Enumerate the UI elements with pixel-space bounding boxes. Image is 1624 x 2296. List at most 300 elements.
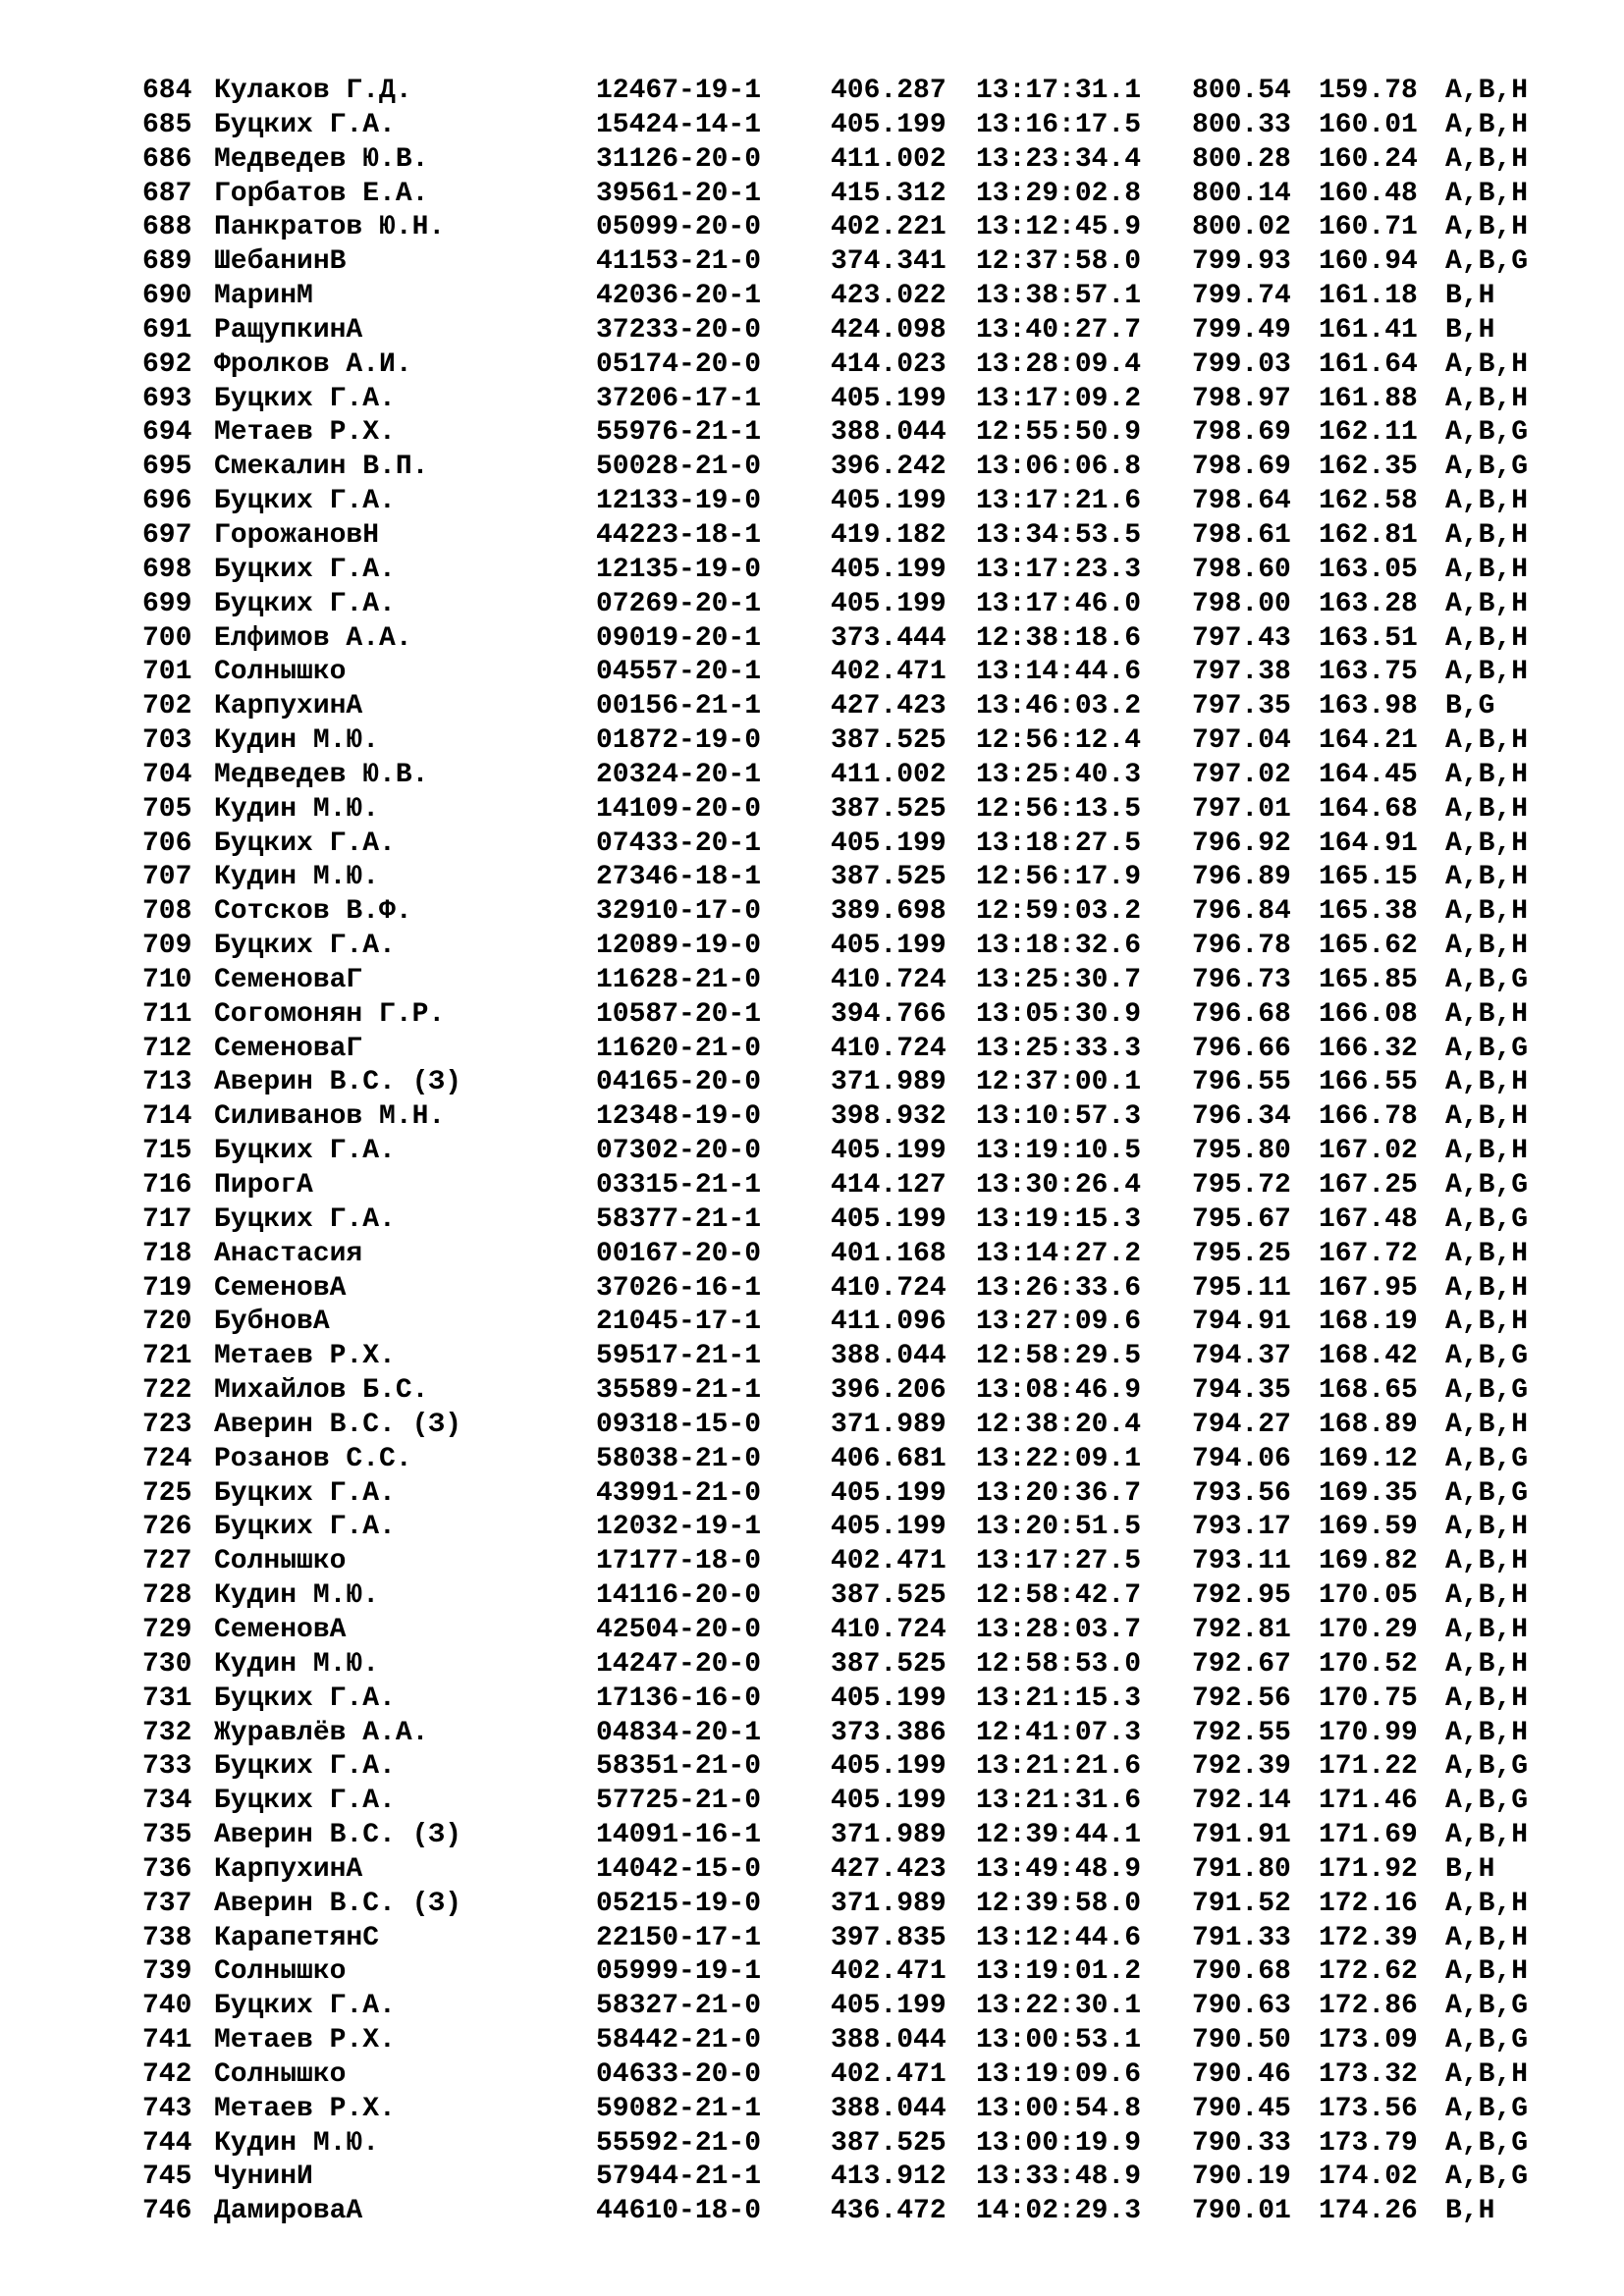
coefficient: 164.91 bbox=[1319, 828, 1418, 859]
arrival-time: 13:49:48.9 bbox=[976, 1853, 1142, 1885]
ring-number: 55976-21-1 bbox=[596, 417, 762, 449]
fancier-name: Аверин В.С. (З) bbox=[214, 1820, 462, 1851]
ring-number: 04834-20-1 bbox=[596, 1717, 762, 1748]
table-row bbox=[142, 1990, 1556, 2024]
table-row bbox=[142, 1272, 1556, 1307]
arrival-time: 13:17:27.5 bbox=[976, 1546, 1142, 1577]
classes: A,B,H bbox=[1445, 828, 1529, 859]
distance: 405.199 bbox=[831, 1203, 947, 1235]
fancier-name: Буцких Г.А. bbox=[214, 828, 396, 859]
coefficient: 160.01 bbox=[1319, 109, 1418, 140]
ring-number: 01872-19-0 bbox=[596, 725, 762, 757]
ring-number: 00167-20-0 bbox=[596, 1238, 762, 1269]
speed: 797.38 bbox=[1192, 657, 1291, 688]
arrival-time: 12:38:18.6 bbox=[976, 622, 1142, 654]
table-row bbox=[142, 759, 1556, 793]
ring-number: 11628-21-0 bbox=[596, 964, 762, 995]
place-number: 717 bbox=[142, 1203, 192, 1235]
fancier-name: Буцких Г.А. bbox=[214, 1512, 396, 1543]
ring-number: 05174-20-0 bbox=[596, 348, 762, 380]
speed: 799.49 bbox=[1192, 314, 1291, 346]
speed: 791.80 bbox=[1192, 1853, 1291, 1885]
place-number: 712 bbox=[142, 1033, 192, 1064]
distance: 405.199 bbox=[831, 931, 947, 962]
fancier-name: Метаев Р.Х. bbox=[214, 417, 396, 449]
coefficient: 168.42 bbox=[1319, 1341, 1418, 1372]
coefficient: 172.16 bbox=[1319, 1888, 1418, 1919]
arrival-time: 13:20:51.5 bbox=[976, 1512, 1142, 1543]
place-number: 705 bbox=[142, 793, 192, 825]
place-number: 733 bbox=[142, 1751, 192, 1783]
distance: 387.525 bbox=[831, 793, 947, 825]
distance: 415.312 bbox=[831, 178, 947, 209]
arrival-time: 13:12:44.6 bbox=[976, 1922, 1142, 1953]
place-number: 714 bbox=[142, 1101, 192, 1133]
distance: 394.766 bbox=[831, 998, 947, 1030]
fancier-name: СеменовА bbox=[214, 1614, 347, 1645]
distance: 374.341 bbox=[831, 246, 947, 278]
classes: A,B,G bbox=[1445, 1375, 1529, 1407]
speed: 795.25 bbox=[1192, 1238, 1291, 1269]
arrival-time: 13:17:09.2 bbox=[976, 383, 1142, 414]
fancier-name: Метаев Р.Х. bbox=[214, 2025, 396, 2056]
ring-number: 14042-15-0 bbox=[596, 1853, 762, 1885]
coefficient: 168.65 bbox=[1319, 1375, 1418, 1407]
classes: A,B,G bbox=[1445, 1203, 1529, 1235]
table-row bbox=[142, 1409, 1556, 1443]
arrival-time: 14:02:29.3 bbox=[976, 2196, 1142, 2227]
arrival-time: 13:14:44.6 bbox=[976, 657, 1142, 688]
arrival-time: 13:00:19.9 bbox=[976, 2127, 1142, 2159]
speed: 790.46 bbox=[1192, 2058, 1291, 2090]
coefficient: 166.08 bbox=[1319, 998, 1418, 1030]
fancier-name: Аверин В.С. (З) bbox=[214, 1888, 462, 1919]
distance: 410.724 bbox=[831, 1614, 947, 1645]
speed: 798.61 bbox=[1192, 519, 1291, 551]
place-number: 690 bbox=[142, 281, 192, 312]
fancier-name: Медведев Ю.В. bbox=[214, 143, 429, 175]
place-number: 687 bbox=[142, 178, 192, 209]
classes: A,B,G bbox=[1445, 417, 1529, 449]
arrival-time: 13:27:09.6 bbox=[976, 1307, 1142, 1338]
speed: 790.19 bbox=[1192, 2162, 1291, 2193]
speed: 792.14 bbox=[1192, 1786, 1291, 1817]
distance: 388.044 bbox=[831, 417, 947, 449]
fancier-name: Буцких Г.А. bbox=[214, 1136, 396, 1167]
classes: A,B,H bbox=[1445, 212, 1529, 243]
ring-number: 15424-14-1 bbox=[596, 109, 762, 140]
place-number: 686 bbox=[142, 143, 192, 175]
distance: 427.423 bbox=[831, 1853, 947, 1885]
fancier-name: ПирогА bbox=[214, 1170, 313, 1201]
fancier-name: БубновА bbox=[214, 1307, 330, 1338]
ring-number: 22150-17-1 bbox=[596, 1922, 762, 1953]
place-number: 736 bbox=[142, 1853, 192, 1885]
distance: 414.023 bbox=[831, 348, 947, 380]
ring-number: 17136-16-0 bbox=[596, 1682, 762, 1714]
fancier-name: Солнышко bbox=[214, 2058, 347, 2090]
classes: A,B,H bbox=[1445, 1614, 1529, 1645]
arrival-time: 12:55:50.9 bbox=[976, 417, 1142, 449]
arrival-time: 13:28:03.7 bbox=[976, 1614, 1142, 1645]
distance: 405.199 bbox=[831, 828, 947, 859]
speed: 790.45 bbox=[1192, 2093, 1291, 2124]
ring-number: 58377-21-1 bbox=[596, 1203, 762, 1235]
classes: A,B,H bbox=[1445, 1067, 1529, 1098]
table-row bbox=[142, 1135, 1556, 1169]
fancier-name: Солнышко bbox=[214, 657, 347, 688]
ring-number: 03315-21-1 bbox=[596, 1170, 762, 1201]
place-number: 695 bbox=[142, 452, 192, 483]
fancier-name: Кудин М.Ю. bbox=[214, 793, 380, 825]
place-number: 719 bbox=[142, 1272, 192, 1304]
classes: A,B,H bbox=[1445, 1580, 1529, 1612]
ring-number: 42504-20-0 bbox=[596, 1614, 762, 1645]
coefficient: 167.72 bbox=[1319, 1238, 1418, 1269]
distance: 423.022 bbox=[831, 281, 947, 312]
arrival-time: 13:21:21.6 bbox=[976, 1751, 1142, 1783]
distance: 387.525 bbox=[831, 862, 947, 893]
table-row bbox=[142, 554, 1556, 588]
fancier-name: Буцких Г.А. bbox=[214, 554, 396, 585]
table-row bbox=[142, 348, 1556, 383]
distance: 402.471 bbox=[831, 1956, 947, 1988]
distance: 387.525 bbox=[831, 2127, 947, 2159]
coefficient: 159.78 bbox=[1319, 76, 1418, 106]
arrival-time: 13:22:09.1 bbox=[976, 1443, 1142, 1474]
classes: A,B,H bbox=[1445, 1272, 1529, 1304]
ring-number: 39561-20-1 bbox=[596, 178, 762, 209]
distance: 419.182 bbox=[831, 519, 947, 551]
table-row bbox=[142, 485, 1556, 519]
ring-number: 31126-20-0 bbox=[596, 143, 762, 175]
distance: 405.199 bbox=[831, 1136, 947, 1167]
coefficient: 160.48 bbox=[1319, 178, 1418, 209]
arrival-time: 12:39:44.1 bbox=[976, 1820, 1142, 1851]
distance: 414.127 bbox=[831, 1170, 947, 1201]
distance: 436.472 bbox=[831, 2196, 947, 2227]
table-row bbox=[142, 1853, 1556, 1888]
table-row bbox=[142, 793, 1556, 828]
place-number: 708 bbox=[142, 896, 192, 928]
table-row bbox=[142, 1717, 1556, 1751]
speed: 799.03 bbox=[1192, 348, 1291, 380]
table-row bbox=[142, 895, 1556, 930]
place-number: 729 bbox=[142, 1614, 192, 1645]
ring-number: 58442-21-0 bbox=[596, 2025, 762, 2056]
table-row bbox=[142, 1100, 1556, 1135]
classes: A,B,H bbox=[1445, 1956, 1529, 1988]
distance: 413.912 bbox=[831, 2162, 947, 2193]
arrival-time: 13:00:54.8 bbox=[976, 2093, 1142, 2124]
fancier-name: ГорожановН bbox=[214, 519, 380, 551]
arrival-time: 13:28:09.4 bbox=[976, 348, 1142, 380]
speed: 795.11 bbox=[1192, 1272, 1291, 1304]
classes: A,B,H bbox=[1445, 622, 1529, 654]
place-number: 692 bbox=[142, 348, 192, 380]
speed: 797.01 bbox=[1192, 793, 1291, 825]
speed: 798.69 bbox=[1192, 417, 1291, 449]
coefficient: 163.28 bbox=[1319, 588, 1418, 619]
classes: A,B,H bbox=[1445, 725, 1529, 757]
fancier-name: Фролков А.И. bbox=[214, 348, 412, 380]
speed: 790.01 bbox=[1192, 2196, 1291, 2227]
arrival-time: 12:58:42.7 bbox=[976, 1580, 1142, 1612]
table-row bbox=[142, 416, 1556, 451]
table-row bbox=[142, 2024, 1556, 2058]
distance: 371.989 bbox=[831, 1409, 947, 1440]
classes: A,B,H bbox=[1445, 76, 1529, 106]
speed: 794.35 bbox=[1192, 1375, 1291, 1407]
fancier-name: Сотсков В.Ф. bbox=[214, 896, 412, 928]
classes: A,B,H bbox=[1445, 554, 1529, 585]
ring-number: 59517-21-1 bbox=[596, 1341, 762, 1372]
place-number: 706 bbox=[142, 828, 192, 859]
place-number: 726 bbox=[142, 1512, 192, 1543]
arrival-time: 13:40:27.7 bbox=[976, 314, 1142, 346]
arrival-time: 13:06:06.8 bbox=[976, 452, 1142, 483]
table-row bbox=[142, 588, 1556, 622]
speed: 792.55 bbox=[1192, 1717, 1291, 1748]
fancier-name: Буцких Г.А. bbox=[214, 1203, 396, 1235]
results-table bbox=[142, 75, 1556, 2229]
coefficient: 171.22 bbox=[1319, 1751, 1418, 1783]
ring-number: 35589-21-1 bbox=[596, 1375, 762, 1407]
classes: A,B,H bbox=[1445, 1101, 1529, 1133]
place-number: 685 bbox=[142, 109, 192, 140]
coefficient: 167.02 bbox=[1319, 1136, 1418, 1167]
ring-number: 37026-16-1 bbox=[596, 1272, 762, 1304]
distance: 410.724 bbox=[831, 964, 947, 995]
classes: A,B,H bbox=[1445, 931, 1529, 962]
ring-number: 12467-19-1 bbox=[596, 76, 762, 106]
fancier-name: Буцких Г.А. bbox=[214, 931, 396, 962]
fancier-name: Согомонян Г.Р. bbox=[214, 998, 446, 1030]
fancier-name: СеменовА bbox=[214, 1272, 347, 1304]
speed: 797.02 bbox=[1192, 759, 1291, 790]
classes: A,B,H bbox=[1445, 1888, 1529, 1919]
place-number: 684 bbox=[142, 76, 192, 106]
coefficient: 167.48 bbox=[1319, 1203, 1418, 1235]
fancier-name: ЧунинИ bbox=[214, 2162, 313, 2193]
arrival-time: 13:18:32.6 bbox=[976, 931, 1142, 962]
arrival-time: 13:05:30.9 bbox=[976, 998, 1142, 1030]
arrival-time: 12:41:07.3 bbox=[976, 1717, 1142, 1748]
fancier-name: ДамироваА bbox=[214, 2196, 363, 2227]
ring-number: 21045-17-1 bbox=[596, 1307, 762, 1338]
distance: 387.525 bbox=[831, 1580, 947, 1612]
coefficient: 170.52 bbox=[1319, 1648, 1418, 1680]
ring-number: 27346-18-1 bbox=[596, 862, 762, 893]
table-row bbox=[142, 861, 1556, 895]
table-row bbox=[142, 1340, 1556, 1374]
ring-number: 58351-21-0 bbox=[596, 1751, 762, 1783]
speed: 795.80 bbox=[1192, 1136, 1291, 1167]
speed: 795.67 bbox=[1192, 1203, 1291, 1235]
coefficient: 171.92 bbox=[1319, 1853, 1418, 1885]
distance: 410.724 bbox=[831, 1272, 947, 1304]
speed: 800.02 bbox=[1192, 212, 1291, 243]
classes: A,B,G bbox=[1445, 1786, 1529, 1817]
arrival-time: 13:17:21.6 bbox=[976, 486, 1142, 517]
classes: B,G bbox=[1445, 691, 1495, 722]
fancier-name: Буцких Г.А. bbox=[214, 1751, 396, 1783]
place-number: 716 bbox=[142, 1170, 192, 1201]
place-number: 725 bbox=[142, 1477, 192, 1509]
table-row bbox=[142, 1374, 1556, 1409]
coefficient: 160.71 bbox=[1319, 212, 1418, 243]
classes: A,B,G bbox=[1445, 1477, 1529, 1509]
ring-number: 20324-20-1 bbox=[596, 759, 762, 790]
coefficient: 165.38 bbox=[1319, 896, 1418, 928]
classes: A,B,G bbox=[1445, 2162, 1529, 2193]
arrival-time: 13:30:26.4 bbox=[976, 1170, 1142, 1201]
speed: 794.27 bbox=[1192, 1409, 1291, 1440]
table-row bbox=[142, 1955, 1556, 1990]
table-row bbox=[142, 2093, 1556, 2127]
arrival-time: 13:25:33.3 bbox=[976, 1033, 1142, 1064]
fancier-name: Кудин М.Ю. bbox=[214, 725, 380, 757]
coefficient: 162.58 bbox=[1319, 486, 1418, 517]
classes: A,B,H bbox=[1445, 348, 1529, 380]
distance: 424.098 bbox=[831, 314, 947, 346]
place-number: 715 bbox=[142, 1136, 192, 1167]
distance: 405.199 bbox=[831, 1682, 947, 1714]
place-number: 737 bbox=[142, 1888, 192, 1919]
arrival-time: 13:19:10.5 bbox=[976, 1136, 1142, 1167]
fancier-name: Буцких Г.А. bbox=[214, 1477, 396, 1509]
fancier-name: Елфимов А.А. bbox=[214, 622, 412, 654]
speed: 794.91 bbox=[1192, 1307, 1291, 1338]
arrival-time: 13:17:23.3 bbox=[976, 554, 1142, 585]
fancier-name: Смекалин В.П. bbox=[214, 452, 429, 483]
table-row bbox=[142, 1169, 1556, 1203]
ring-number: 14247-20-0 bbox=[596, 1648, 762, 1680]
place-number: 698 bbox=[142, 554, 192, 585]
classes: A,B,H bbox=[1445, 998, 1529, 1030]
coefficient: 162.81 bbox=[1319, 519, 1418, 551]
speed: 795.72 bbox=[1192, 1170, 1291, 1201]
place-number: 711 bbox=[142, 998, 192, 1030]
table-row bbox=[142, 1648, 1556, 1682]
arrival-time: 12:56:12.4 bbox=[976, 725, 1142, 757]
coefficient: 162.11 bbox=[1319, 417, 1418, 449]
distance: 411.096 bbox=[831, 1307, 947, 1338]
coefficient: 160.94 bbox=[1319, 246, 1418, 278]
arrival-time: 13:25:30.7 bbox=[976, 964, 1142, 995]
coefficient: 163.98 bbox=[1319, 691, 1418, 722]
distance: 389.698 bbox=[831, 896, 947, 928]
speed: 798.69 bbox=[1192, 452, 1291, 483]
coefficient: 167.25 bbox=[1319, 1170, 1418, 1201]
classes: B,H bbox=[1445, 281, 1495, 312]
speed: 796.78 bbox=[1192, 931, 1291, 962]
speed: 791.91 bbox=[1192, 1820, 1291, 1851]
distance: 401.168 bbox=[831, 1238, 947, 1269]
coefficient: 170.99 bbox=[1319, 1717, 1418, 1748]
table-row bbox=[142, 930, 1556, 964]
fancier-name: Силиванов М.Н. bbox=[214, 1101, 446, 1133]
distance: 405.199 bbox=[831, 486, 947, 517]
table-row bbox=[142, 656, 1556, 690]
place-number: 696 bbox=[142, 486, 192, 517]
arrival-time: 13:25:40.3 bbox=[976, 759, 1142, 790]
fancier-name: Аверин В.С. (З) bbox=[214, 1067, 462, 1098]
table-row bbox=[142, 1785, 1556, 1819]
place-number: 739 bbox=[142, 1956, 192, 1988]
ring-number: 12135-19-0 bbox=[596, 554, 762, 585]
distance: 371.989 bbox=[831, 1067, 947, 1098]
table-row bbox=[142, 1750, 1556, 1785]
place-number: 724 bbox=[142, 1443, 192, 1474]
table-row bbox=[142, 1682, 1556, 1717]
place-number: 735 bbox=[142, 1820, 192, 1851]
distance: 402.471 bbox=[831, 2058, 947, 2090]
classes: A,B,G bbox=[1445, 1991, 1529, 2022]
classes: A,B,H bbox=[1445, 1546, 1529, 1577]
distance: 406.681 bbox=[831, 1443, 947, 1474]
coefficient: 169.35 bbox=[1319, 1477, 1418, 1509]
coefficient: 171.46 bbox=[1319, 1786, 1418, 1817]
place-number: 721 bbox=[142, 1341, 192, 1372]
coefficient: 163.05 bbox=[1319, 554, 1418, 585]
speed: 790.68 bbox=[1192, 1956, 1291, 1988]
distance: 411.002 bbox=[831, 759, 947, 790]
table-row bbox=[142, 1066, 1556, 1100]
ring-number: 11620-21-0 bbox=[596, 1033, 762, 1064]
classes: A,B,G bbox=[1445, 246, 1529, 278]
place-number: 742 bbox=[142, 2058, 192, 2090]
coefficient: 163.75 bbox=[1319, 657, 1418, 688]
classes: A,B,H bbox=[1445, 1512, 1529, 1543]
distance: 405.199 bbox=[831, 1512, 947, 1543]
fancier-name: Кудин М.Ю. bbox=[214, 1648, 380, 1680]
speed: 790.63 bbox=[1192, 1991, 1291, 2022]
fancier-name: Буцких Г.А. bbox=[214, 1682, 396, 1714]
place-number: 709 bbox=[142, 931, 192, 962]
speed: 791.52 bbox=[1192, 1888, 1291, 1919]
table-row bbox=[142, 1443, 1556, 1477]
classes: A,B,H bbox=[1445, 657, 1529, 688]
distance: 405.199 bbox=[831, 109, 947, 140]
speed: 792.67 bbox=[1192, 1648, 1291, 1680]
ring-number: 04165-20-0 bbox=[596, 1067, 762, 1098]
coefficient: 170.05 bbox=[1319, 1580, 1418, 1612]
distance: 398.932 bbox=[831, 1101, 947, 1133]
coefficient: 174.02 bbox=[1319, 2162, 1418, 2193]
coefficient: 161.88 bbox=[1319, 383, 1418, 414]
speed: 800.54 bbox=[1192, 76, 1291, 106]
ring-number: 32910-17-0 bbox=[596, 896, 762, 928]
fancier-name: Журавлёв А.А. bbox=[214, 1717, 429, 1748]
ring-number: 42036-20-1 bbox=[596, 281, 762, 312]
coefficient: 172.62 bbox=[1319, 1956, 1418, 1988]
speed: 793.17 bbox=[1192, 1512, 1291, 1543]
speed: 796.84 bbox=[1192, 896, 1291, 928]
coefficient: 169.82 bbox=[1319, 1546, 1418, 1577]
classes: A,B,H bbox=[1445, 143, 1529, 175]
speed: 798.97 bbox=[1192, 383, 1291, 414]
table-row bbox=[142, 964, 1556, 998]
fancier-name: Аверин В.С. (З) bbox=[214, 1409, 462, 1440]
place-number: 702 bbox=[142, 691, 192, 722]
table-row bbox=[142, 1545, 1556, 1579]
fancier-name: Панкратов Ю.Н. bbox=[214, 212, 446, 243]
ring-number: 12089-19-0 bbox=[596, 931, 762, 962]
ring-number: 04633-20-0 bbox=[596, 2058, 762, 2090]
fancier-name: КарпухинА bbox=[214, 691, 363, 722]
speed: 796.55 bbox=[1192, 1067, 1291, 1098]
